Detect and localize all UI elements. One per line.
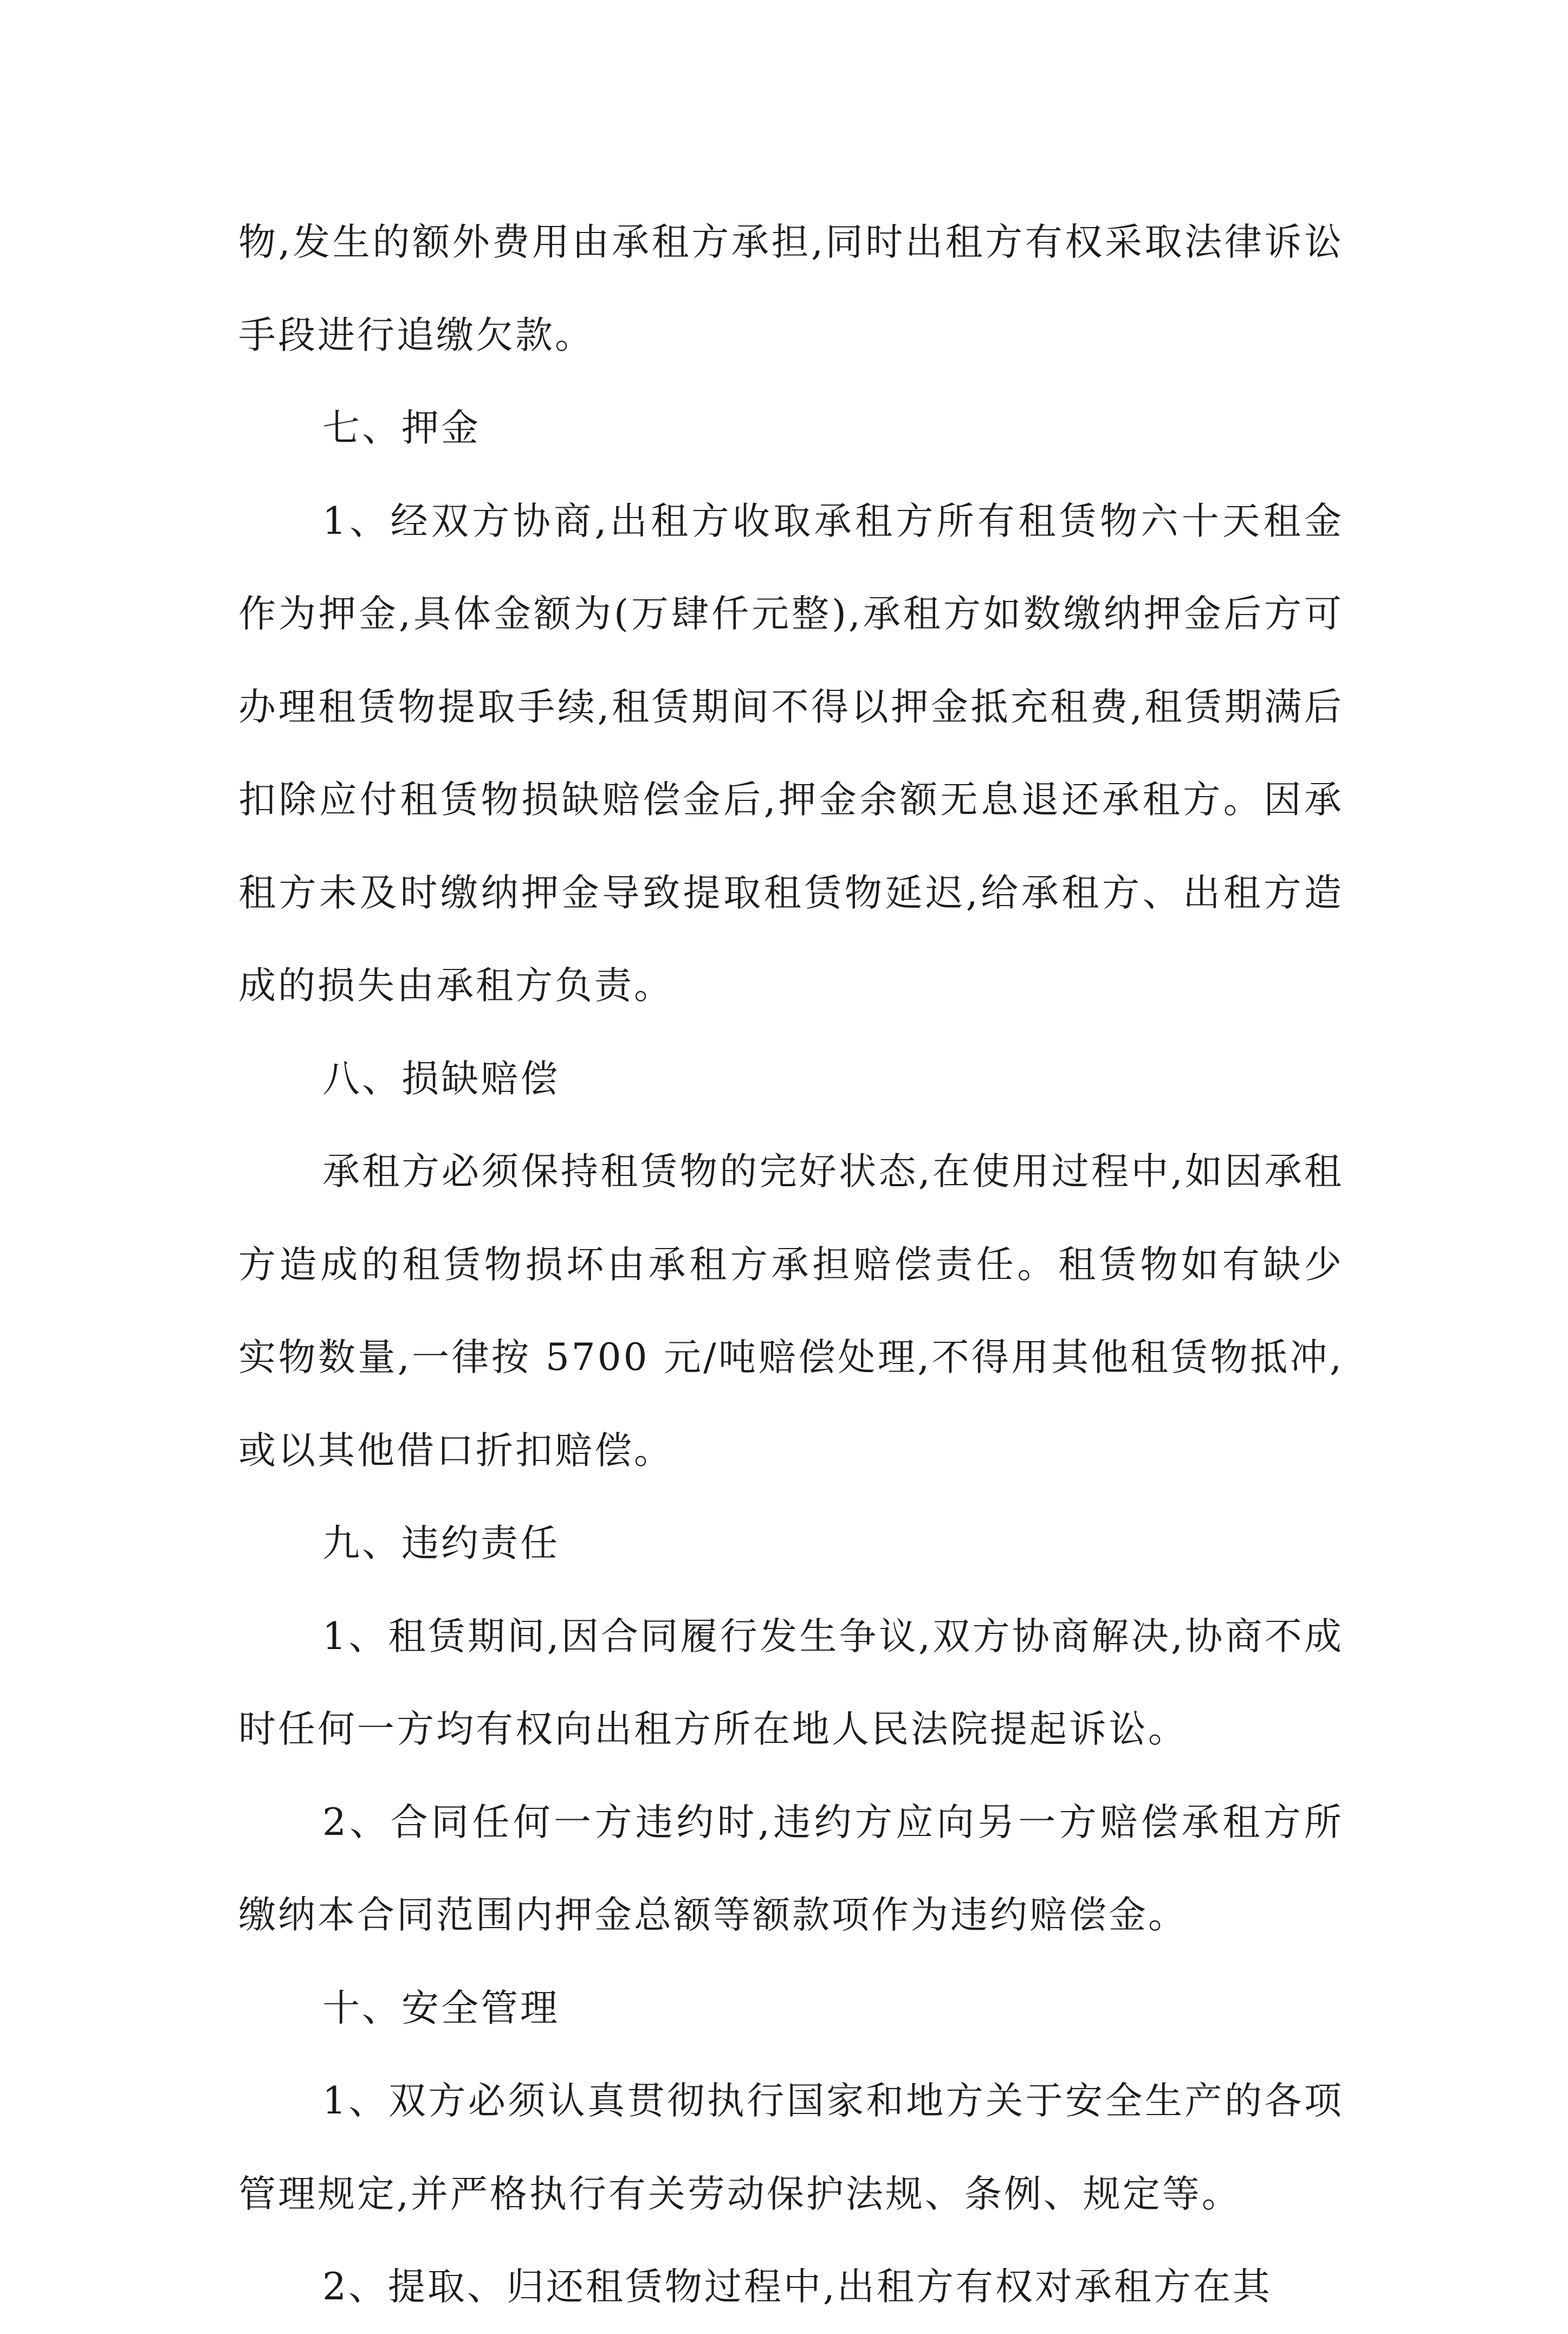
section-heading-breach-liability: 九、违约责任 (322, 1522, 560, 1565)
paragraph-continuation: 物,发生的额外费用由承租方承担,同时出租方有权采取法律诉讼手段进行追缴欠款。 (238, 221, 1344, 357)
paragraph-damage-compensation: 承租方必须保持租赁物的完好状态,在使用过程中,如因承租方造成的租赁物损坏由承租方承担赔偿责任。租赁物如有缺少实物数量,一律按 5700 元/吨赔偿处理,不得用其他租赁物抵冲,或以其他借口折扣赔偿。 (238, 1150, 1344, 1472)
paragraph-safety-regulations: 1、双方必须认真贯彻执行国家和地方关于安全生产的各项管理规定,并严格执行有关劳动保护法规、条例、规定等。 (238, 2079, 1344, 2216)
section-heading-safety-management: 十、安全管理 (322, 1986, 560, 2030)
paragraph-deposit-terms: 1、经双方协商,出租方收取承租方所有租赁物六十天租金作为押金,具体金额为(万肆仟元整),承租方如数缴纳押金后方可办理租赁物提取手续,租赁期间不得以押金抵充租费,租赁期满后扣除应付租赁物损缺赔偿金后,押金余额无息退还承租方。因承租方未及时缴纳押金导致提取租赁物延迟,给承租方、出租方造成的损失由承租方负责。 (238, 499, 1344, 1007)
section-heading-damage-compensation: 八、损缺赔偿 (322, 1057, 560, 1101)
paragraph-dispute-resolution: 1、租赁期间,因合同履行发生争议,双方协商解决,协商不成时任何一方均有权向出租方所在地人民法院提起诉讼。 (238, 1614, 1344, 1751)
paragraph-pickup-return: 2、提取、归还租赁物过程中,出租方有权对承租方在其 (322, 2265, 1272, 2309)
section-heading-deposit: 七、押金 (322, 406, 481, 450)
paragraph-breach-compensation: 2、合同任何一方违约时,违约方应向另一方赔偿承租方所缴纳本合同范围内押金总额等额款项作为违约赔偿金。 (238, 1800, 1344, 1937)
document-body (238, 196, 1344, 2334)
